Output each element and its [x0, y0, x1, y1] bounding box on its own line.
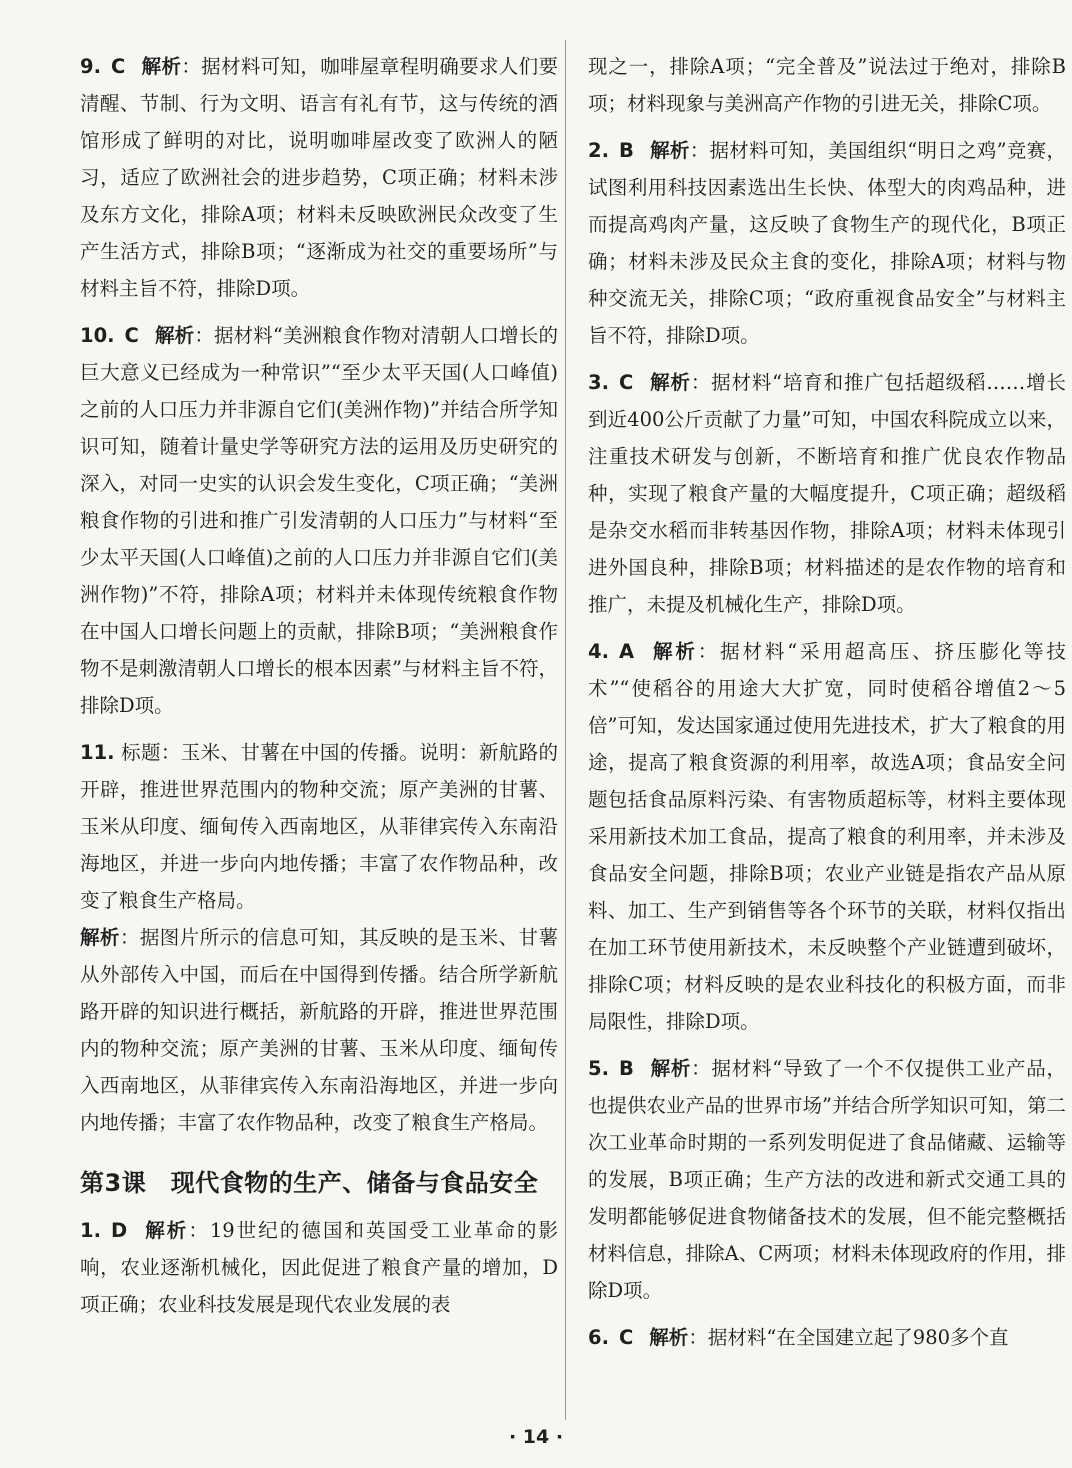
analysis-text: 据材料“导致了一个不仅提供工业产品，也提供农业产品的世界市场”并结合所学知识可知，第二次工业革命时期的一系列发明促进了食品储藏、运输等的发展，B项正确；生产方法的改进和新式交通工具的发明都能够促进食物储备技术的发展，但不能完整概括材料信息，排除A、C两项；材料未体现政府的作用，排除D项。 — [588, 1057, 1066, 1302]
answer-text: 标题：玉米、甘薯在中国的传播。说明：新航路的开辟，推进世界范围内的物种交流；原产美洲的甘薯、玉米从印度、缅甸传入西南地区，从菲律宾传入东南沿海地区，并进一步向内地传播；丰富了农作物品种，改变了粮食生产格局。 — [80, 741, 558, 912]
page-number: · 14 · — [508, 1426, 564, 1448]
question-number: 6. — [588, 1326, 609, 1349]
question-number: 10. — [80, 324, 115, 347]
analysis-text: 据材料“在全国建立起了980多个直 — [707, 1326, 1009, 1349]
question-5: 5. B 解析：据材料“导致了一个不仅提供工业产品，也提供农业产品的世界市场”并结合所学知识可知，第二次工业革命时期的一系列发明促进了食品储藏、运输等的发展，B项正确；生产方法的改进和新式交通工具的发明都能够促进食物储备技术的发展，但不能完整概括材料信息，排除A、C两项；材料未体现政府的作用，排除D项。 — [588, 1057, 1066, 1302]
analysis-label: 解析 — [143, 1219, 189, 1242]
question-number: 1. — [80, 1219, 101, 1242]
question-2: 2. B 解析：据材料可知，美国组织“明日之鸡”竞赛，试图利用科技因素选出生长快、体型大的肉鸡品种，进而提高鸡肉产量，这反映了食物生产的现代化，B项正确；材料未涉及民众主食的变化，排除A项；材料与物种交流无关，排除C项；“政府重视食品安全”与材料主旨不符，排除D项。 — [588, 139, 1066, 347]
question-number: 3. — [588, 371, 609, 394]
question-10: 10. C 解析：据材料“美洲粮食作物对清朝人口增长的巨大意义已经成为一种常识”“至少太平天国(人口峰值)之前的人口压力并非源自它们(美洲作物)”并结合所学知识可知，随着计量史学等研究方法的运用及历史研究的深入，对同一史实的认识会发生变化，C项正确；“美洲粮食作物的引进和推广引发清朝的人口压力”与材料“至少太平天国(人口峰值)之前的人口压力并非源自它们(美洲作物)”不符，排除A项；材料并未体现传统粮食作物在中国人口增长问题上的贡献，排除B项；“美洲粮食作物不是刺激清朝人口增长的根本因素”与材料主旨不符，排除D项。 — [80, 324, 558, 717]
answer-letter: B — [618, 1057, 634, 1080]
answer-letter: C — [618, 1326, 634, 1349]
analysis-label: 解析 — [80, 926, 120, 949]
question-number: 9. — [80, 55, 101, 78]
answer-letter: A — [618, 640, 635, 663]
question-number: 2. — [588, 139, 609, 162]
analysis-text: 据图片所示的信息可知，其反映的是玉米、甘薯从外部传入中国，而后在中国得到传播。结合所学新航路开辟的知识进行概括，新航路的开辟，推进世界范围内的物种交流；原产美洲的甘薯、玉米从印度、缅甸传入西南地区，从菲律宾传入东南沿海地区，并进一步向内地传播；丰富了农作物品种，改变了粮食生产格局。 — [80, 926, 558, 1134]
answer-letter: B — [618, 139, 634, 162]
answer-letter: C — [618, 371, 634, 394]
answer-letter: D — [110, 1219, 128, 1242]
analysis-label: 解析 — [141, 55, 182, 78]
question-number: 4. — [588, 640, 609, 663]
answer-letter: C — [110, 55, 126, 78]
question-1: 1. D 解析：19世纪的德国和英国受工业革命的影响，农业逐渐机械化，因此促进了粮食产量的增加，D项正确；农业科技发展是现代农业发展的表 — [80, 1219, 558, 1316]
analysis-text: 据材料“培育和推广包括超级稻……增长到近400公斤贡献了力量”可知，中国农科院成立以来，注重技术研发与创新，不断培育和推广优良农作物品种，实现了粮食产量的大幅度提升，C项正确；超级稻是杂交水稻而非转基因作物，排除A项；材料未体现引进外国良种，排除B项；材料描述的是农作物的培育和推广，未提及机械化生产，排除D项。 — [588, 371, 1066, 616]
analysis-text: 据材料“美洲粮食作物对清朝人口增长的巨大意义已经成为一种常识”“至少太平天国(人口峰值)之前的人口压力并非源自它们(美洲作物)”并结合所学知识可知，随着计量史学等研究方法的运用及历史研究的深入，对同一史实的认识会发生变化，C项正确；“美洲粮食作物的引进和推广引发清朝的人口压力”与材料“至少太平天国(人口峰值)之前的人口压力并非源自它们(美洲作物)”不符，排除A项；材料并未体现传统粮食作物在中国人口增长问题上的贡献，排除B项；“美洲粮食作物不是刺激清朝人口增长的根本因素”与材料主旨不符，排除D项。 — [80, 324, 558, 717]
question-9: 9. C 解析：据材料可知，咖啡屋章程明确要求人们要清醒、节制、行为文明、语言有礼有节，这与传统的酒馆形成了鲜明的对比，说明咖啡屋改变了欧洲人的陋习，适应了欧洲社会的进步趋势，C项正确；材料未涉及东方文化，排除A项；材料未反映欧洲民众改变了生产生活方式，排除B项；“逐渐成为社交的重要场所”与材料主旨不符，排除D项。 — [80, 55, 558, 300]
analysis-label: 解析 — [649, 1326, 689, 1349]
analysis-label: 解析 — [650, 640, 698, 663]
question-number: 5. — [588, 1057, 609, 1080]
left-column — [80, 48, 558, 1333]
question-4: 4. A 解析：据材料“采用超高压、挤压膨化等技术”“使稻谷的用途大大扩宽，同时使稻谷增值2～5倍”可知，发达国家通过使用先进技术，扩大了粮食的用途，提高了粮食资源的利用率，故选A项；食品安全问题包括食品原料污染、有害物质超标等，材料主要体现采用新技术加工食品，提高了粮食的利用率，并未涉及食品安全问题，排除B项；农业产业链是指农产品从原料、加工、生产到销售等各个环节的关联，材料仅指出在加工环节使用新技术，未反映整个产业链遭到破坏，排除C项；材料反映的是农业科技化的积极方面，而非局限性，排除D项。 — [588, 640, 1066, 1033]
question-6: 6. C 解析：据材料“在全国建立起了980多个直 — [588, 1326, 1009, 1349]
analysis-text: 据材料可知，咖啡屋章程明确要求人们要清醒、节制、行为文明、语言有礼有节，这与传统的酒馆形成了鲜明的对比，说明咖啡屋改变了欧洲人的陋习，适应了欧洲社会的进步趋势，C项正确；材料未涉及东方文化，排除A项；材料未反映欧洲民众改变了生产生活方式，排除B项；“逐渐成为社交的重要场所”与材料主旨不符，排除D项。 — [80, 55, 558, 300]
analysis-label: 解析 — [649, 1057, 692, 1080]
answer-letter: C — [124, 324, 139, 347]
analysis-text: 19世纪的德国和英国受工业革命的影响，农业逐渐机械化，因此促进了粮食产量的增加，D项正确；农业科技发展是现代农业发展的表 — [80, 1219, 558, 1316]
question-11 — [80, 734, 558, 919]
question-1-continued: 现之一，排除A项；“完全普及”说法过于绝对，排除B项；材料现象与美洲高产作物的引进无关，排除C项。 — [588, 55, 1066, 115]
analysis-label: 解析 — [154, 324, 195, 347]
analysis-label: 解析 — [649, 371, 691, 394]
analysis-text: 据材料“采用超高压、挤压膨化等技术”“使稻谷的用途大大扩宽，同时使稻谷增值2～5倍”可知，发达国家通过使用先进技术，扩大了粮食的用途，提高了粮食资源的利用率，故选A项；食品安全问题包括食品原料污染、有害物质超标等，材料主要体现采用新技术加工食品，提高了粮食的利用率，并未涉及食品安全问题，排除B项；农业产业链是指农产品从原料、加工、生产到销售等各个环节的关联，材料仅指出在加工环节使用新技术，未反映整个产业链遭到破坏，排除C项；材料反映的是农业科技化的积极方面，而非局限性，排除D项。 — [588, 640, 1066, 1033]
right-column — [588, 48, 1066, 1366]
lesson-title: 第3课 现代食物的生产、储备与食品安全 — [80, 1169, 539, 1197]
question-3: 3. C 解析：据材料“培育和推广包括超级稻……增长到近400公斤贡献了力量”可知，中国农科院成立以来，注重技术研发与创新，不断培育和推广优良农作物品种，实现了粮食产量的大幅度提升，C项正确；超级稻是杂交水稻而非转基因作物，排除A项；材料未体现引进外国良种，排除B项；材料描述的是农作物的培育和推广，未提及机械化生产，排除D项。 — [588, 371, 1066, 616]
column-divider — [565, 40, 566, 1420]
analysis-text: 据材料可知，美国组织“明日之鸡”竞赛，试图利用科技因素选出生长快、体型大的肉鸡品种，进而提高鸡肉产量，这反映了食物生产的现代化，B项正确；材料未涉及民众主食的变化，排除A项；材料与物种交流无关，排除C项；“政府重视食品安全”与材料主旨不符，排除D项。 — [588, 139, 1066, 347]
question-11-analysis: 解析：据图片所示的信息可知，其反映的是玉米、甘薯从外部传入中国，而后在中国得到传播。结合所学新航路开辟的知识进行概括，新航路的开辟，推进世界范围内的物种交流；原产美洲的甘薯、玉米从印度、缅甸传入西南地区，从菲律宾传入东南沿海地区，并进一步向内地传播；丰富了农作物品种，改变了粮食生产格局。 — [80, 926, 558, 1134]
analysis-label: 解析 — [649, 139, 690, 162]
question-number: 11. — [80, 741, 115, 764]
